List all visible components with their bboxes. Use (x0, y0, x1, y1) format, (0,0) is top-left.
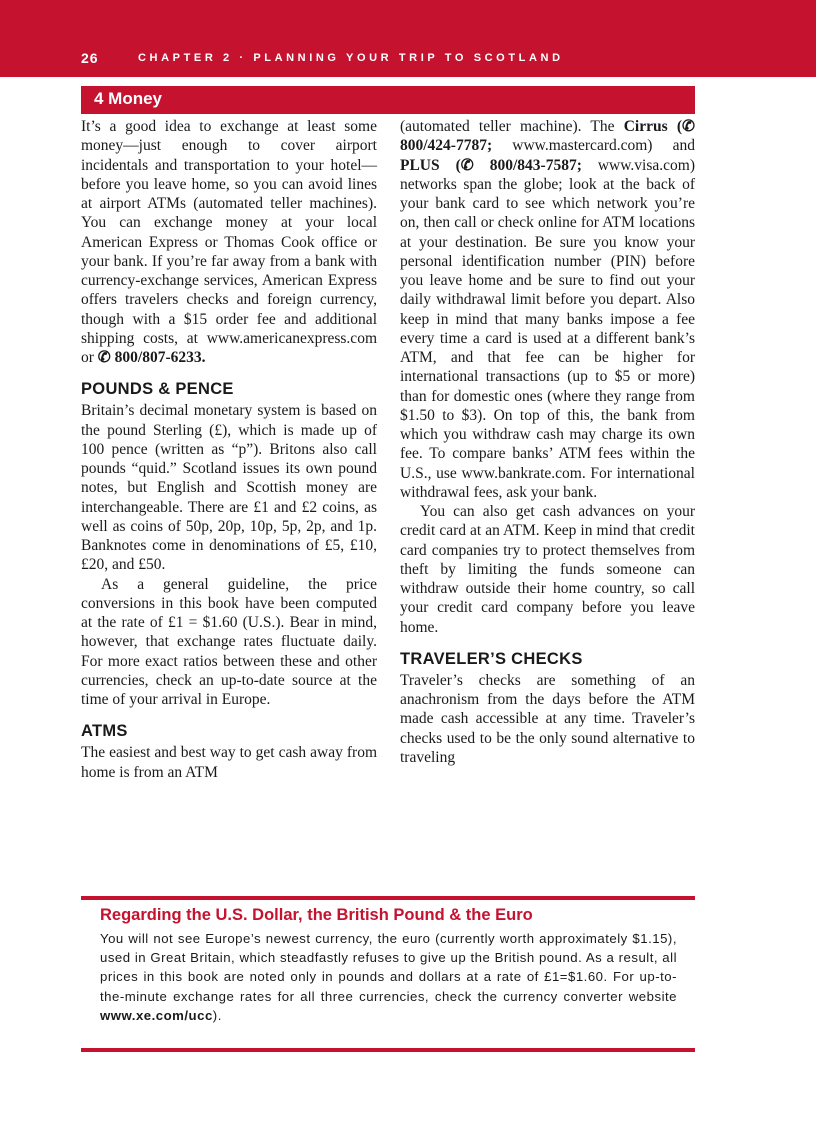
box-rule-top (81, 896, 695, 900)
cirrus-phone: (✆ 800/424-7787; (400, 118, 696, 155)
plus-phone: (✆ 800/843-7587; (455, 156, 582, 174)
sidebar-box (81, 896, 695, 1052)
header-band (0, 0, 816, 77)
box-title: Regarding the U.S. Dollar, the British Pound & the Euro (100, 906, 533, 924)
right-column (400, 117, 695, 767)
cirrus-label: Cirrus (623, 118, 668, 135)
pounds-paragraph-2: As a general guideline, the price conversions in this book have been computed at the rate of £1 = $1.60 (U.S.). Bear in mind, however, that exchange rates fluctuate daily. For more exact ratios between these and other currencies, check an up-to-date source at the time of your arrival in Europe. (81, 575, 377, 708)
running-head: CHAPTER 2 · PLANNING YOUR TRIP TO SCOTLAND (138, 52, 564, 64)
page-number: 26 (81, 50, 99, 66)
travelers-paragraph-1: Traveler’s checks are something of an anachronism from the days before the ATM made cash accessible at any time. Traveler’s checks used to be the only sound alternative to traveling (400, 671, 695, 766)
atms-paragraph-2: You can also get cash advances on your credit card at an ATM. Keep in mind that credit card companies try to protect themselves from theft by limiting the funds someone can withdraw outside their home country, so call your credit card company before you leave home. (400, 503, 695, 636)
left-column (81, 117, 377, 782)
intro-paragraph: It’s a good idea to exchange at least some money—just enough to cover airport incidentals and transportation to your hotel—before you leave home, so you can avoid lines at airport ATMs (automated teller machines). You can exchange money at your local American Express or Thomas Cook office or your bank. If you’re far away from a bank with currency-exchange services, American Express offers travelers checks and foreign currency, though with a $15 order fee and additional shipping costs, at www.americanexpress.com or ✆ 800/807-6233. (81, 118, 377, 366)
box-text: You will not see Europe’s newest currency, the euro (currently worth approximately $1.15), used in Great Britain, which steadfastly refuses to give up the British pound. As a result, all prices in this book are noted only in pounds and dollars at a rate of £1=$1.60. For up-to-the-minute exchange rates for all three currencies, check the currency converter website www.xe.com/ucc). (100, 931, 677, 1023)
atms-heading: ATMS (81, 722, 128, 741)
plus-label: PLUS (400, 156, 440, 174)
section-title: 4 Money (94, 89, 163, 108)
travelers-checks-heading: TRAVELER’S CHECKS (400, 649, 583, 668)
pounds-paragraph-1: Britain’s decimal monetary system is based on the pound Sterling (£), which is made up of 100 pence (written as “p”). Britons also call pounds “quid.” Scotland issues its own pound notes, but English and Scottish money are interchangeable. There are £1 and £2 coins, as well as coins of 50p, 20p, 10p, 5p, 2p, and 1p. Banknotes come in denominations of £5, £10, £20, and £50. (81, 402, 377, 574)
section-title-bar (81, 86, 695, 114)
atms-paragraph-cont: (automated teller machine). The Cirrus (✆ 800/424-7787; www.mastercard.com) and PLUS (✆ 800/843-7587; www.visa.com) networks span the globe; look at the back of your bank card to see which network you’re on, then call or check online for ATM locations at your destination. Be sure you know your personal identification number (PIN) before you leave home and be sure to find out your daily withdrawal limit before you depart. Also keep in mind that many banks impose a fee every time a card is used at a different bank’s ATM, and that fee can be higher for international transactions (up to $5 or more) than for domestic ones (where they range from $1.50 to $3). On top of this, the bank from which you withdraw cash may charge its own fee. To compare banks’ ATM fees within the U.S., use www.bankrate.com. For international withdrawal fees, ask your bank. (400, 118, 696, 501)
amex-phone: ✆ 800/807-6233. (97, 349, 206, 366)
xe-url: www.xe.com/ucc (100, 1007, 213, 1023)
atms-paragraph-1: The easiest and best way to get cash away from home is from an ATM (81, 744, 377, 781)
box-rule-bottom (81, 1048, 695, 1052)
pounds-heading: POUNDS & PENCE (81, 380, 234, 399)
